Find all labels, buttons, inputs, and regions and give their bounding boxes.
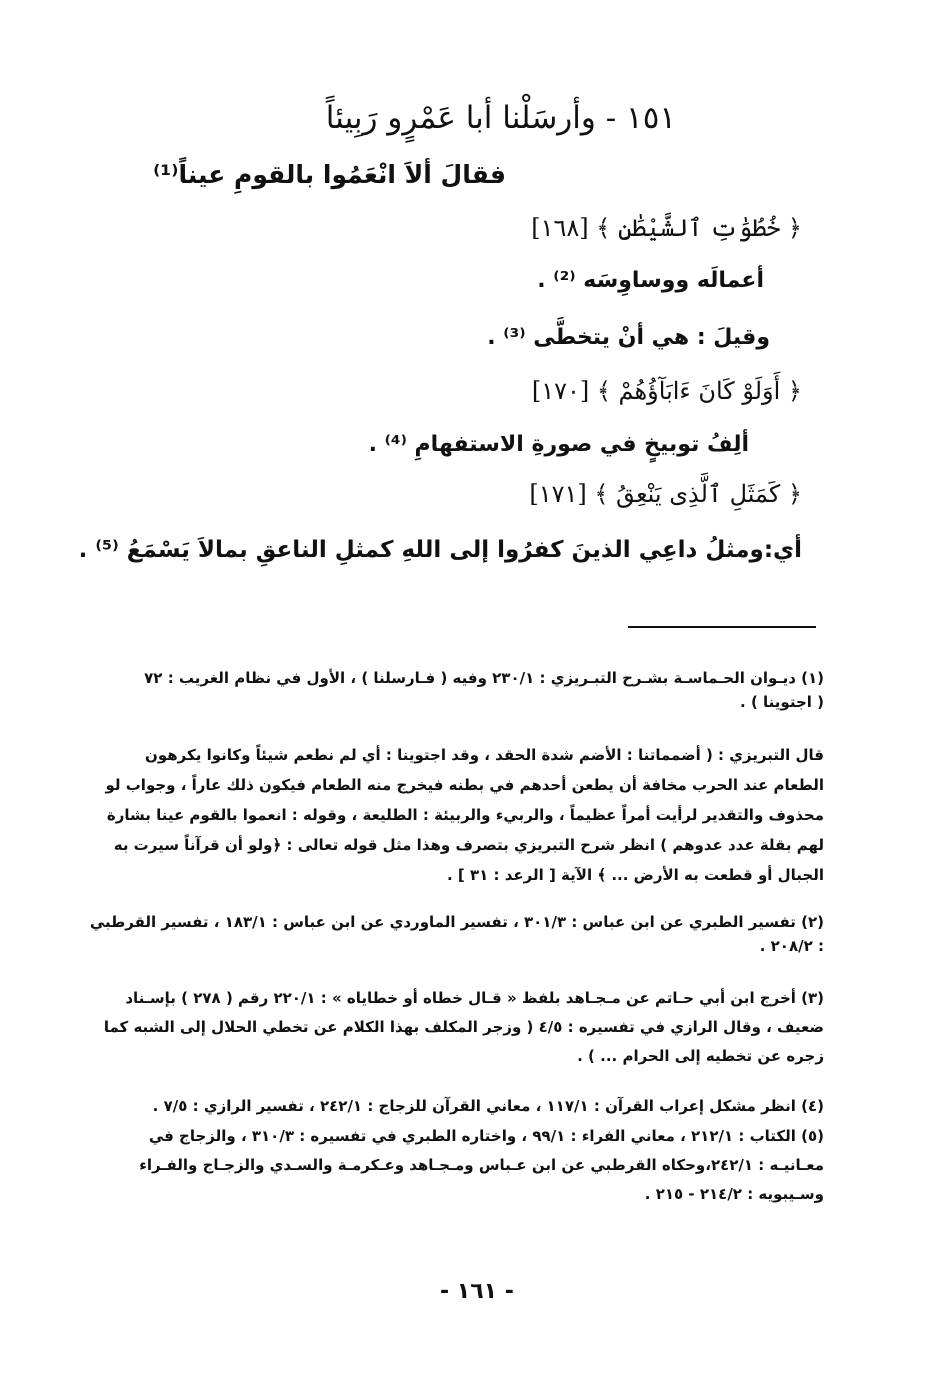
footnote-1 [134,666,824,714]
footnote-line: قال التبريزي : ( أضمماتنا : الأضم شدة الحقد ، وقد اجتوينا : أي لم نطعم شيئاً وكانوا يكرهون [145,746,824,764]
quran-quote-1: ﴿ خُطُوَٰتِ ٱلشَّيْطَٰنِ ﴾ [١٦٨] [531,214,802,242]
footnote-line: (٥) الكتاب : ٢١٢/١ ، معاني الفراء : ٩٩/١ ، واختاره الطبري في تفسيره : ٣١٠/٣ ، والزجاج في [148,1127,824,1145]
footnote-line: (١) ديـوان الحـماسـة بشـرح التبـريزي : ٢٣٠/١ وفيه ( فـارسلنا ) ، الأول في نظام الغريب : ٧٢ [144,669,824,687]
footnote-line: (٣) أخرج ابن أبي حـاتم عن مـجـاهد بلفظ « قـال خطاه أو خطاياه » : ٢٢٠/١ رقم ( ٢٧٨ ) بإسـناد [125,989,824,1007]
footnote-line: زجره عن تخطيه إلى الحرام ... ) . [577,1047,824,1065]
footnote-line: ( اجتوينا ) . [740,693,824,711]
footnote-3 [103,984,824,1071]
footnote-line: محذوف والتقدير لرأيت أمراً عظيماً ، والربيء والربيئة : الطليعة ، وقوله : انعموا بالقوم عينا بشارة [106,806,824,824]
footnote-line: ضعيف ، وقال الرازي في تفسيره : ٤/٥ ( وزجر المكلف بهذا الكلام عن تخطي الحلال إلى الشبه كما [103,1018,824,1036]
footnote-line: (٢) تفسير الطبري عن ابن عباس : ٣٠١/٣ ، تفسير الماوردي عن ابن عباس : ١٨٣/١ ، تفسير القرطبي [89,913,824,931]
footnote-5 [134,1122,824,1209]
footnote-line: وسـيبويه : ٢١٤/٢ - ٢١٥ . [644,1185,824,1203]
gloss-1b: وقيلَ : هي أنْ يتخطَّى ⁽³⁾ . [487,325,770,350]
footnote-line: (٤) انظر مشكل إعراب القرآن : ١١٧/١ ، معاني القرآن للزجاج : ٢٤٢/١ ، تفسير الرازي : ٧/٥ . [152,1097,824,1115]
quran-quote-3: ﴿ كَمَثَلِ ٱلَّذِى يَنْعِقُ ﴾ [١٧١] [529,480,802,508]
gloss-2a: ألِفُ توبيخٍ في صورةِ الاستفهامِ ⁽⁴⁾ . [368,432,749,457]
poetry-verse-line-1: ١٥١ - وأرسَلْنا أبا عَمْرٍو رَبِيئاً [325,100,676,136]
gloss-3a: أي:ومثلُ داعِي الذينَ كفرُوا إلى اللهِ كمثلِ الناعقِ بمالاَ يَسْمَعُ ⁽⁵⁾ . [78,537,802,563]
footnote-line: : ٢٠٨/٢ . [759,937,824,955]
footnote-line: لهم بقلة عدد عدوهم ) انظر شرح التبريزي بتصرف وهذا مثل قوله تعالى : ﴿ولو أن قرآناً سيرت به [113,836,824,854]
footnote-line: الطعام عند الحرب مخافة أن يطعن أحدهم في بطنه فيخرج منه الطعام فيكون ذلك عاراً ، وجواب لو [105,776,824,794]
page-number: - ١٦١ - [440,1279,514,1304]
quran-quote-2: ﴿ أَوَلَوْ كَانَ ءَابَآؤُهُمْ ﴾ [١٧٠] [531,377,802,405]
footnote-divider [628,626,816,628]
footnote-1-commentary [105,740,824,890]
footnote-4 [134,1094,824,1118]
gloss-1a: أعمالَه ووساوِسَه ⁽²⁾ . [537,268,764,293]
footnote-line: الجبال أو قطعت به الأرض ... ﴾ الآية [ الرعد : ٣١ ] . [446,866,824,884]
footnote-2 [89,910,824,958]
poetry-verse-line-2: فقالَ ألاَ انْعَمُوا بالقومِ عيناً⁽¹⁾ [153,160,506,189]
footnote-line: معـانيـه : ٢٤٢/١،وحكاه القرطبي عن ابن عـباس ومـجـاهد وعـكرمـة والسـدي والزجـاج والفـراء [139,1156,824,1174]
